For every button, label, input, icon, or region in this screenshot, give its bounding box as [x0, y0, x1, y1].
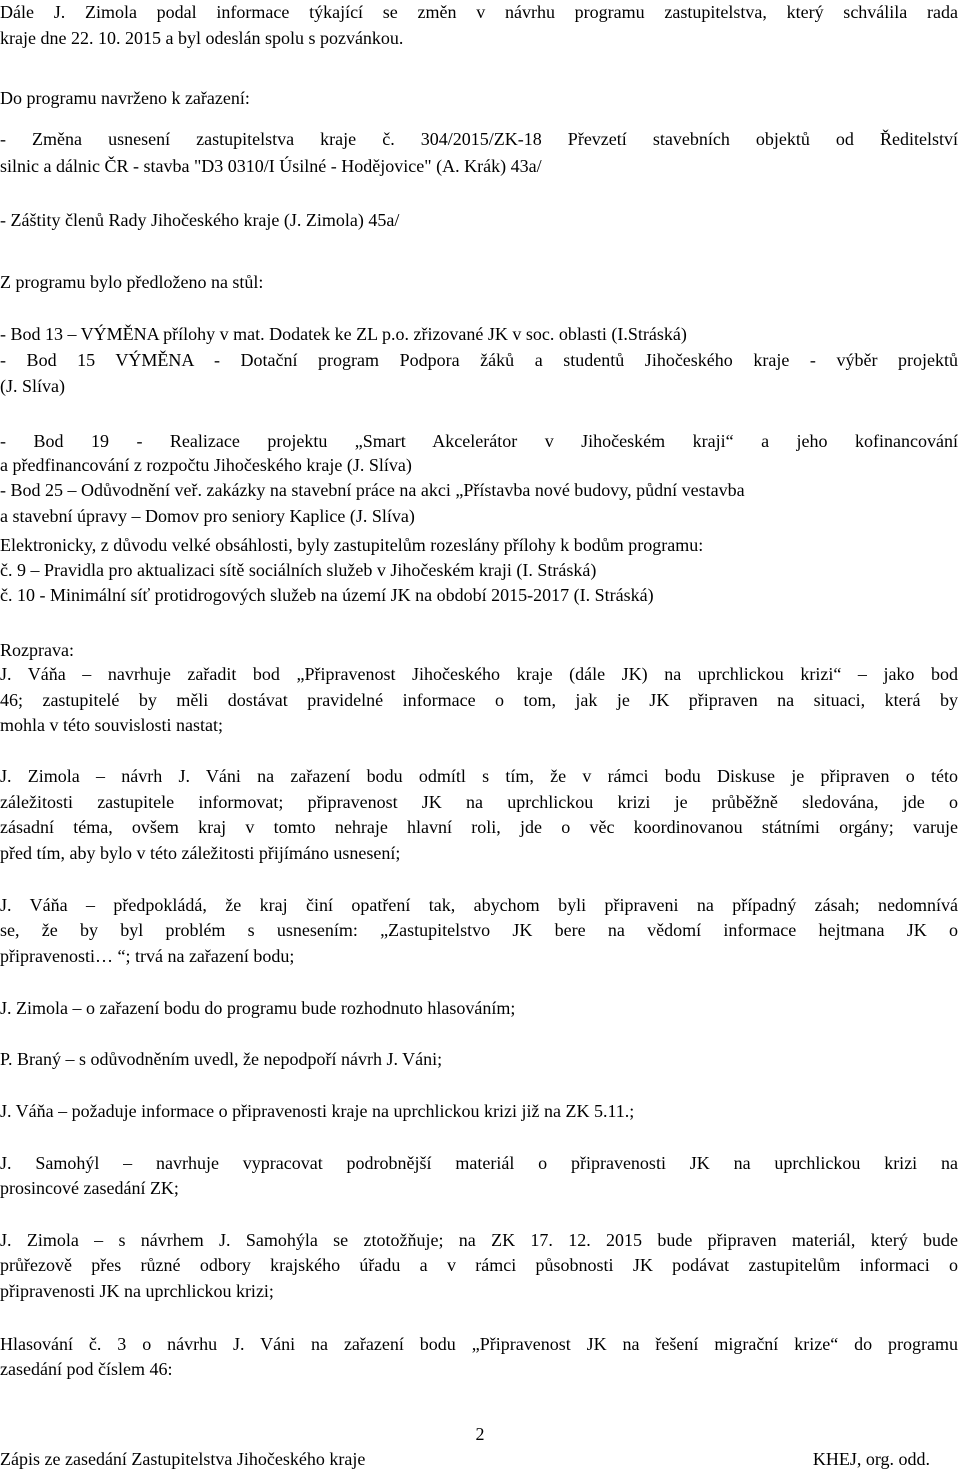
text-line: P. Braný – s odůvodněním uvedl, že nepodpoří návrh J. Váni;	[0, 1049, 443, 1069]
text-line: před tím, aby bylo v této záležitosti přijímáno usnesení;	[0, 843, 401, 863]
text-line: J. Zimola – návrh J. Váni na zařazení bodu odmítl s tím, že v rámci bodu Diskuse je připraven o této	[0, 766, 958, 786]
text-line: J. Váňa – navrhuje zařadit bod „Připravenost Jihočeského kraje (dále JK) na uprchlickou krizi“ – jako bod	[0, 664, 958, 684]
text-line: J. Samohýl – navrhuje vypracovat podrobnější materiál o připravenosti JK na uprchlickou krizi na	[0, 1153, 958, 1173]
text-line: č. 10 - Minimální síť protidrogových služeb na území JK na období 2015-2017 (I. Stráská)	[0, 585, 654, 605]
text-line: - Bod 25 – Odůvodnění veř. zakázky na stavební práce na akci „Přístavba nové budovy, půdní vestavba	[0, 480, 745, 500]
section-heading: Rozprava:	[0, 640, 74, 660]
text-line: se, že by byl problém s usnesením: „Zastupitelstvo JK bere na vědomí informace hejtmana JK o	[0, 920, 958, 940]
text-line: kraje dne 22. 10. 2015 a byl odeslán spolu s pozvánkou.	[0, 28, 404, 48]
text-line: a stavební úpravy – Domov pro seniory Kaplice (J. Slíva)	[0, 506, 415, 526]
text-line: a předfinancování z rozpočtu Jihočeského kraje (J. Slíva)	[0, 455, 412, 475]
text-line: - Záštity členů Rady Jihočeského kraje (J. Zimola) 45a/	[0, 210, 400, 230]
text-line: J. Váňa – požaduje informace o připravenosti kraje na uprchlickou krizi již na ZK 5.11.;	[0, 1101, 635, 1121]
text-line: (J. Slíva)	[0, 376, 65, 396]
text-line: - Bod 15 VÝMĚNA - Dotační program Podpora žáků a studentů Jihočeského kraje - výběr projektů	[0, 350, 958, 370]
text-line: J. Zimola – o zařazení bodu do programu bude rozhodnuto hlasováním;	[0, 998, 516, 1018]
text-line: záležitosti zastupitele informovat; připravenost JK na uprchlickou krizi je průběžně sledována, jde o	[0, 792, 958, 812]
footer-title: Zápis ze zasedání Zastupitelstva Jihočeského kraje	[0, 1449, 366, 1469]
text-line: Do programu navrženo k zařazení:	[0, 88, 250, 108]
text-line: prosincové zasedání ZK;	[0, 1178, 179, 1198]
text-line: J. Váňa – předpokládá, že kraj činí opatření tak, abychom byli připraveni na případný zásah; nedomnívá	[0, 895, 958, 915]
page-number: 2	[475, 1424, 485, 1444]
text-line: Z programu bylo předloženo na stůl:	[0, 272, 264, 292]
text-line: připravenosti… “; trvá na zařazení bodu;	[0, 946, 295, 966]
text-line: - Změna usnesení zastupitelstva kraje č. 304/2015/ZK-18 Převzetí stavebních objektů od Ředitelství	[0, 129, 958, 149]
text-line: zásadní téma, ovšem kraj v tomto nehraje hlavní roli, jde o věc koordinovanou státními orgány; varuje	[0, 817, 958, 837]
text-line: - Bod 19 - Realizace projektu „Smart Akcelerátor v Jihočeském kraji“ a jeho kofinancování	[0, 431, 958, 451]
text-line: - Bod 13 – VÝMĚNA přílohy v mat. Dodatek ke ZL p.o. zřizované JK v soc. oblasti (I.Stráská)	[0, 324, 687, 344]
text-line: silnic a dálnic ČR - stavba "D3 0310/I Úsilné - Hodějovice" (A. Krák) 43a/	[0, 156, 542, 176]
text-line: Dále J. Zimola podal informace týkající se změn v návrhu programu zastupitelstva, který schválila rada	[0, 2, 958, 22]
text-line: 46; zastupitelé by měli dostávat pravidelné informace o tom, jak je JK připraven na situaci, která by	[0, 690, 958, 710]
text-line: průřezově přes různé odbory krajského úřadu a v rámci působnosti JK podávat zastupitelům informaci o	[0, 1255, 958, 1275]
text-line: J. Zimola – s návrhem J. Samohýla se ztotožňuje; na ZK 17. 12. 2015 bude připraven materiál, který bude	[0, 1230, 958, 1250]
text-line: Hlasování č. 3 o návrhu J. Váni na zařazení bodu „Připravenost JK na řešení migrační krize“ do programu	[0, 1334, 958, 1354]
text-line: Elektronicky, z důvodu velké obsáhlosti, byly zastupitelům rozeslány přílohy k bodům programu:	[0, 535, 704, 555]
text-line: č. 9 – Pravidla pro aktualizaci sítě sociálních služeb v Jihočeském kraji (I. Stráská)	[0, 560, 597, 580]
text-line: zasedání pod číslem 46:	[0, 1359, 173, 1379]
footer-department: KHEJ, org. odd.	[812, 1449, 930, 1469]
text-line: mohla v této souvislosti nastat;	[0, 715, 223, 735]
text-line: připravenosti JK na uprchlickou krizi;	[0, 1281, 274, 1301]
